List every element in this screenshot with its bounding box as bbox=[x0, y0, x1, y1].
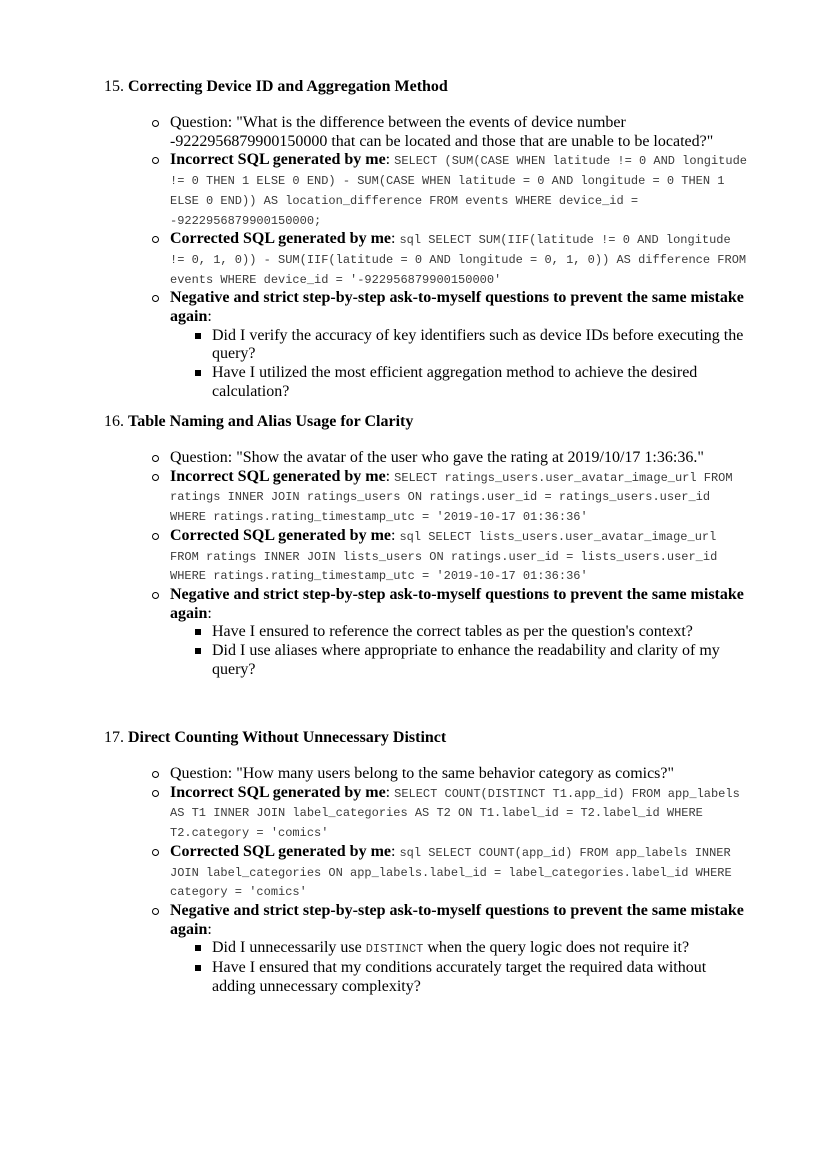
question-text: Question: "How many users belong to the same behavior category as comics?" bbox=[170, 765, 675, 782]
corrected-sql-label: Corrected SQL generated by me bbox=[170, 230, 391, 248]
corrected-sql-code: sql SELECT lists_users.user_avatar_image_url FROM ratings INNER JOIN lists_users ON ratings.user_id = lists_users.user_id WHERE ratings.rating_timestamp_utc = '2019-10-17 01:36:36' bbox=[170, 529, 718, 584]
check-item: Did I verify the accuracy of key identifiers such as device IDs before executing the query? bbox=[212, 327, 750, 364]
section-16 bbox=[104, 413, 754, 678]
section-items bbox=[170, 449, 750, 679]
check-item: Did I use aliases where appropriate to enhance the readability and clarity of my query? bbox=[212, 642, 750, 679]
section-heading: 16. Table Naming and Alias Usage for Clarity bbox=[104, 413, 414, 430]
question-item bbox=[170, 114, 750, 151]
check-item: Have I ensured that my conditions accurately target the required data without adding unnecessary complexity? bbox=[212, 959, 750, 996]
corrected-sql-item: Corrected SQL generated by me: sql SELECT SUM(IIF(latitude != 0 AND longitude != 0, 1, 0)) - SUM(IIF(latitude = 0 AND longitude = 0, 1, 0)) AS difference FROM events WHERE device_id = '-922956879900150000' bbox=[170, 230, 750, 289]
section-title: Correcting Device ID and Aggregation Method bbox=[128, 78, 448, 95]
check-item: Have I ensured to reference the correct tables as per the question's context? bbox=[212, 623, 750, 642]
section-15 bbox=[104, 78, 754, 400]
distinct-keyword: DISTINCT bbox=[365, 942, 424, 957]
question-text: Question: "Show the avatar of the user who gave the rating at 2019/10/17 1:36:36." bbox=[170, 449, 704, 466]
incorrect-sql-code: SELECT ratings_users.user_avatar_image_url FROM ratings INNER JOIN ratings_users ON ratings.user_id = ratings_users.user_id WHERE ratings.rating_timestamp_utc = '2019-10-17 01:36:36' bbox=[170, 470, 733, 525]
incorrect-sql-label: Incorrect SQL generated by me bbox=[170, 467, 386, 485]
negative-questions-label: Negative and strict step-by-step ask-to-myself questions to prevent the same mistake again bbox=[170, 901, 744, 938]
corrected-sql-item: Corrected SQL generated by me: sql SELECT COUNT(app_id) FROM app_labels INNER JOIN label_categories ON app_labels.label_id = label_categories.label_id WHERE category = 'comics' bbox=[170, 843, 750, 902]
section-17 bbox=[104, 729, 754, 995]
check-list bbox=[170, 327, 750, 402]
corrected-sql-item: Corrected SQL generated by me: sql SELECT lists_users.user_avatar_image_url FROM ratings INNER JOIN lists_users ON ratings.user_id = lists_users.user_id WHERE ratings.rating_timestamp_utc = '2019-10-17 01:36:36' bbox=[170, 527, 750, 586]
section-items bbox=[170, 114, 750, 402]
incorrect-sql-code: SELECT COUNT(DISTINCT T1.app_id) FROM app_labels AS T1 INNER JOIN label_categories AS T2 ON T1.label_id = T2.label_id WHERE T2.category = 'comics' bbox=[170, 786, 740, 841]
section-title: Table Naming and Alias Usage for Clarity bbox=[128, 413, 414, 430]
negative-questions-item: Negative and strict step-by-step ask-to-myself questions to prevent the same mistake again: Have I ensured to reference the correct tables as per the question's context? Did I use aliases where appropriate to enhance the readability and clarity of my query? bbox=[170, 586, 750, 680]
incorrect-sql-code: SELECT (SUM(CASE WHEN latitude != 0 AND longitude != 0 THEN 1 ELSE 0 END) - SUM(CASE WHEN latitude = 0 AND longitude = 0 THEN 1 ELSE 0 END)) AS location_difference FROM events WHERE device_id = -9222956879900150000; bbox=[170, 154, 747, 228]
check-list bbox=[170, 623, 750, 679]
corrected-sql-label: Corrected SQL generated by me bbox=[170, 526, 391, 544]
corrected-sql-code: sql SELECT SUM(IIF(latitude != 0 AND longitude != 0, 1, 0)) - SUM(IIF(latitude = 0 AND longitude = 0, 1, 0)) AS difference FROM events WHERE device_id = '-922956879900150000' bbox=[170, 233, 747, 287]
section-heading: 17. Direct Counting Without Unnecessary Distinct bbox=[104, 729, 447, 746]
check-item: Did I unnecessarily use DISTINCT when the query logic does not require it? bbox=[212, 939, 750, 959]
question-item bbox=[170, 449, 750, 468]
section-items bbox=[170, 765, 750, 996]
corrected-sql-label: Corrected SQL generated by me bbox=[170, 842, 391, 860]
incorrect-sql-item: Incorrect SQL generated by me: SELECT ratings_users.user_avatar_image_url FROM ratings INNER JOIN ratings_users ON ratings.user_id = ratings_users.user_id WHERE ratings.rating_timestamp_utc = '2019-10-17 01:36:36' bbox=[170, 468, 750, 527]
negative-questions-label: Negative and strict step-by-step ask-to-myself questions to prevent the same mistake again bbox=[170, 289, 744, 326]
negative-questions-item: Negative and strict step-by-step ask-to-myself questions to prevent the same mistake again: Did I unnecessarily use DISTINCT when the query logic does not require it? Have I ensured that my conditions accurately target the required data without adding unnecessary complexity? bbox=[170, 902, 750, 997]
incorrect-sql-label: Incorrect SQL generated by me bbox=[170, 151, 386, 169]
negative-questions-label: Negative and strict step-by-step ask-to-myself questions to prevent the same mistake again bbox=[170, 585, 744, 622]
check-list bbox=[170, 939, 750, 996]
incorrect-sql-label: Incorrect SQL generated by me bbox=[170, 783, 386, 801]
section-title: Direct Counting Without Unnecessary Distinct bbox=[128, 729, 447, 746]
section-heading: 15. Correcting Device ID and Aggregation Method bbox=[104, 78, 448, 95]
check-item: Have I utilized the most efficient aggregation method to achieve the desired calculation? bbox=[212, 364, 750, 401]
question-item bbox=[170, 765, 750, 784]
negative-questions-item: Negative and strict step-by-step ask-to-myself questions to prevent the same mistake again: Did I verify the accuracy of key identifiers such as device IDs before executing the query? Have I utilized the most efficient aggregation method to achieve the desired calculation? bbox=[170, 289, 750, 401]
incorrect-sql-item: Incorrect SQL generated by me: SELECT (SUM(CASE WHEN latitude != 0 AND longitude != 0 THEN 1 ELSE 0 END) - SUM(CASE WHEN latitude = 0 AND longitude = 0 THEN 1 ELSE 0 END)) AS location_difference FROM events WHERE device_id = -9222956879900150000; bbox=[170, 151, 750, 230]
incorrect-sql-item: Incorrect SQL generated by me: SELECT COUNT(DISTINCT T1.app_id) FROM app_labels AS T1 INNER JOIN label_categories AS T2 ON T1.label_id = T2.label_id WHERE T2.category = 'comics' bbox=[170, 784, 750, 843]
question-text: Question: "What is the difference between the events of device number -9222956879900150000 that can be located and those that are unable to be located?" bbox=[170, 114, 714, 150]
corrected-sql-code: sql SELECT COUNT(app_id) FROM app_labels INNER JOIN label_categories ON app_labels.label_id = label_categories.label_id WHERE category = 'comics' bbox=[170, 845, 732, 900]
